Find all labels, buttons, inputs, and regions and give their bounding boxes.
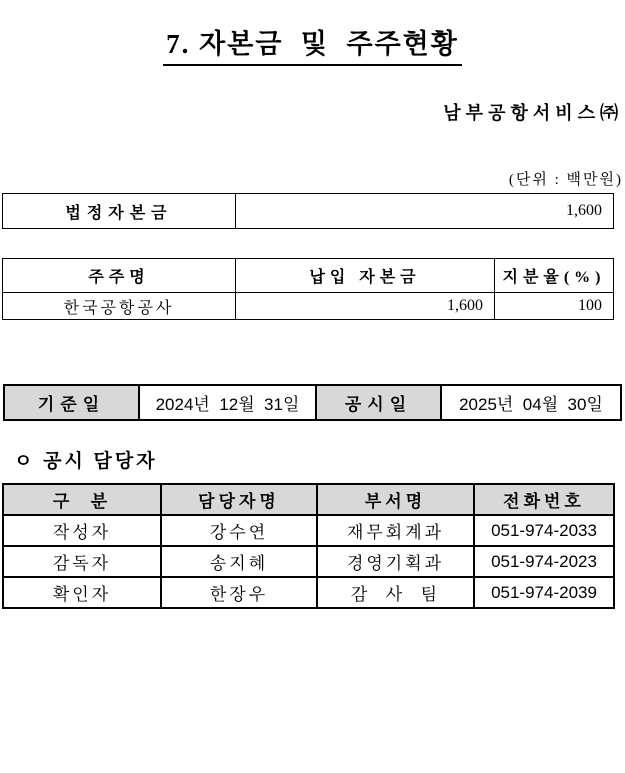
table-row — [4, 385, 621, 420]
phone-cell: 051-974-2023 — [474, 546, 614, 577]
disclosure-date-value-cell: 2025년 04월 30일 — [441, 385, 621, 420]
date-table — [3, 384, 622, 421]
table-row — [3, 515, 614, 546]
title-row — [0, 22, 625, 66]
category-cell: 확인자 — [3, 577, 161, 608]
category-header: 구 분 — [3, 484, 161, 515]
share-ratio-cell: 100 — [495, 293, 614, 320]
staff-name-cell: 송지혜 — [161, 546, 317, 577]
department-cell: 감 사 팀 — [317, 577, 474, 608]
company-name: 남부공항서비스㈜ — [443, 103, 623, 123]
shareholder-name-header: 주주명 — [3, 259, 236, 293]
category-cell: 작성자 — [3, 515, 161, 546]
table-row — [3, 546, 614, 577]
department-cell: 경영기획과 — [317, 546, 474, 577]
table-row — [3, 293, 614, 320]
phone-cell: 051-974-2039 — [474, 577, 614, 608]
paid-capital-header: 납입 자본금 — [236, 259, 495, 293]
shareholder-table — [2, 258, 614, 320]
capital-value-cell: 1,600 — [236, 194, 614, 229]
staff-section-header: ㅇ 공시 담당자 — [14, 451, 158, 472]
staff-name-cell: 한장우 — [161, 577, 317, 608]
table-row — [3, 577, 614, 608]
base-date-label-cell: 기준일 — [4, 385, 139, 420]
staff-table — [2, 483, 615, 609]
phone-cell: 051-974-2033 — [474, 515, 614, 546]
disclosure-date-label-cell: 공시일 — [316, 385, 441, 420]
unit-note: (단위 : 백만원) — [508, 172, 623, 188]
table-header-row — [3, 484, 614, 515]
staff-name-header: 담당자명 — [161, 484, 317, 515]
paid-capital-cell: 1,600 — [236, 293, 495, 320]
table-row — [3, 194, 614, 229]
shareholder-name-cell: 한국공항공사 — [3, 293, 236, 320]
category-cell: 감독자 — [3, 546, 161, 577]
phone-header: 전화번호 — [474, 484, 614, 515]
capital-table — [2, 193, 614, 229]
table-header-row — [3, 259, 614, 293]
base-date-value-cell: 2024년 12월 31일 — [139, 385, 316, 420]
capital-label-cell: 법정자본금 — [3, 194, 236, 229]
share-ratio-header: 지분율(%) — [495, 259, 614, 293]
department-cell: 재무회계과 — [317, 515, 474, 546]
staff-name-cell: 강수연 — [161, 515, 317, 546]
department-header: 부서명 — [317, 484, 474, 515]
page-title: 7. 자본금 및 주주현황 — [163, 22, 462, 66]
